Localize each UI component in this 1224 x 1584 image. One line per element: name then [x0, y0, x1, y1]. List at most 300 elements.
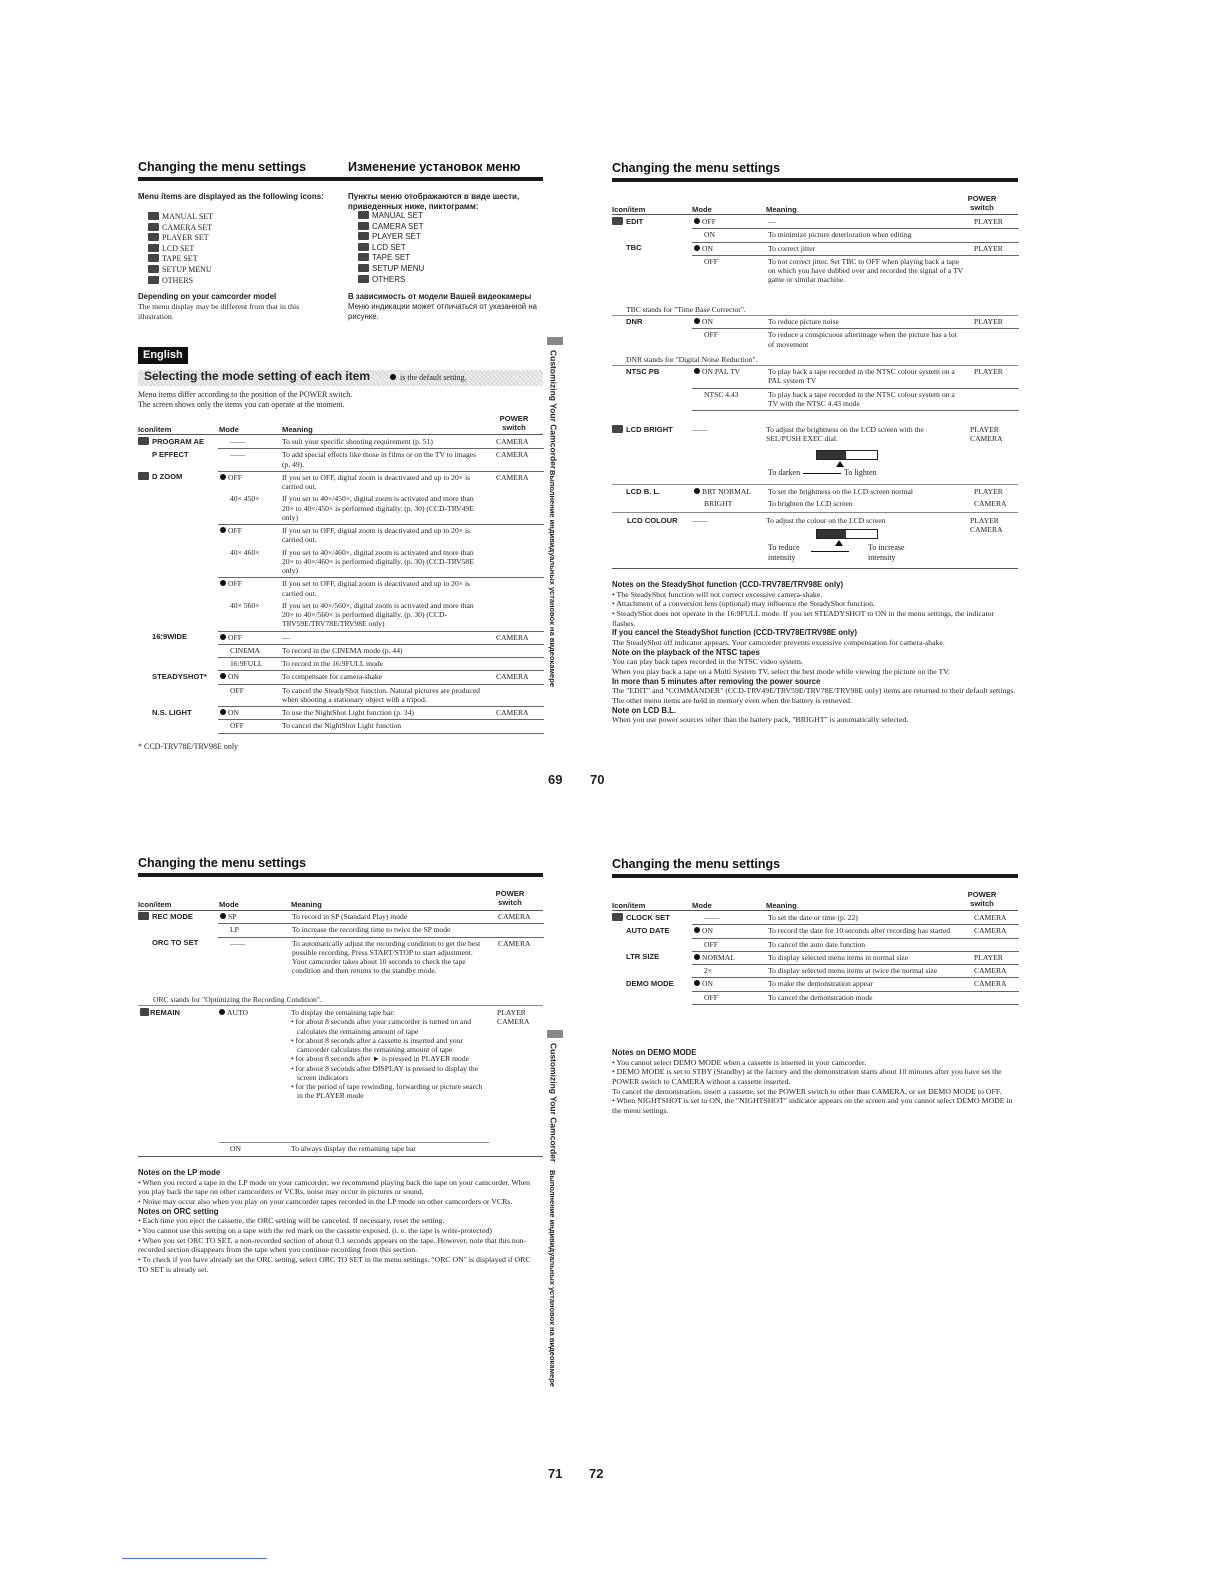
meaning-cell: To cancel the NightShot Light function [280, 720, 488, 733]
p71-remain-on-meaning: To always display the remaining tape bar [291, 1144, 416, 1153]
default-dot-icon [694, 218, 700, 224]
note-heading: Note on the playback of the NTSC tapes [612, 647, 760, 657]
p71-remain-on-mode: ON [230, 1144, 241, 1153]
table-row [610, 938, 1019, 951]
icon-list-label: CAMERA SET [372, 221, 424, 231]
item-cell [136, 547, 218, 578]
mode-cell [692, 229, 766, 242]
meaning-cell: To make the demonstration appear [766, 978, 966, 991]
icon-list-item [148, 254, 328, 265]
icon-list-label: TAPE SET [372, 253, 411, 263]
icon-list-label: PLAYER SET [372, 232, 421, 242]
table-row [136, 493, 544, 524]
mode-cell [692, 255, 766, 286]
lcd-bright-gauge [816, 450, 878, 463]
table-row [610, 366, 1019, 388]
menu-category-icon [148, 244, 159, 252]
p69-icon-list-ru [358, 211, 538, 285]
lcd-colour-right-2: intensity [868, 552, 896, 562]
meaning-cell: To display selected menu items at twice the normal size [766, 965, 966, 978]
remain-power-2: CAMERA [497, 1017, 530, 1027]
default-dot-icon [220, 709, 226, 715]
p71-remain-item [140, 1008, 180, 1017]
note-text: The other menu items are held in memory even when the battery is removed. [612, 695, 852, 705]
remain-lead: To display the remaining tape bar: [291, 1008, 395, 1017]
mode-cell [692, 978, 766, 991]
note-text: When you play back a tape on a Multi System TV, select the best mode while viewing the picture on the TV. [612, 666, 950, 676]
table-row [136, 720, 544, 733]
p71-table [136, 911, 544, 978]
lcd-bright-right: To lighten [844, 468, 877, 477]
note-text: • When you set ORC TO SET, a non-recorded section of about 0.1 seconds appears on the tape. However, note that this non-recorded section disappears from the tape when you continue recording from this section. [138, 1235, 527, 1255]
meaning-cell: To record the date for 10 seconds after recording has started [766, 925, 966, 938]
p70-lcd-bright-meaning: To adjust the brightness on the LCD screen with the SEL/PUSH EXEC dial. [766, 425, 924, 444]
item-cell [610, 486, 692, 498]
mode-cell [218, 449, 280, 472]
item-label: STEADYSHOT* [152, 671, 207, 681]
p72-col-power-2: switch [970, 899, 994, 909]
p69-col-mode: Mode [219, 425, 239, 434]
icon-list-label: LCD SET [372, 242, 406, 252]
lcd-colour-left-1: To reduce [768, 543, 800, 552]
table-row [610, 978, 1019, 991]
power-cell: PLAYER [974, 487, 1003, 496]
meaning-cell: To set the brightness on the LCD screen normal [768, 487, 913, 496]
default-dot-icon [694, 318, 700, 324]
table-row [610, 255, 1019, 286]
table-row [610, 242, 1019, 255]
p70-col-icon: Icon/item [612, 205, 646, 214]
power-cell [966, 255, 1019, 286]
page-number-71: 71 [548, 1466, 563, 1481]
power-cell: CAMERA [488, 436, 544, 449]
mode-label: BRIGHT [704, 499, 733, 509]
item-label: N.S. LIGHT [152, 707, 192, 717]
mode-cell [218, 684, 280, 707]
table-row [610, 991, 1019, 1004]
note-heading: Notes on ORC setting [138, 1206, 219, 1216]
item-cell [610, 965, 692, 978]
power-cell [488, 658, 544, 671]
p69-vertical-en: Customizing Your Camcorder [548, 350, 559, 470]
item-cell [610, 229, 692, 242]
mode-cell [218, 937, 290, 978]
mode-label: ON [228, 672, 239, 682]
remain-bullet: • for about 8 seconds after your camcorder is turned on and calculates the remaining amount of tape [291, 1017, 471, 1036]
default-dot-icon [220, 634, 226, 640]
menu-category-icon [138, 912, 149, 920]
lcd-colour-right-1: To increase [868, 543, 905, 552]
p71-notes [138, 1168, 540, 1275]
power-cell: PLAYER [966, 242, 1019, 255]
meaning-cell: To reduce picture noise [766, 316, 966, 329]
icon-list-item [148, 244, 328, 255]
p71-rule-b [138, 1005, 543, 1006]
power-cell: PLAYER [966, 216, 1019, 229]
item-cell [610, 329, 692, 351]
power-cell [966, 388, 1019, 411]
p69-col-meaning: Meaning [282, 425, 313, 434]
mode-cell [692, 498, 766, 510]
table-row [610, 498, 1019, 510]
default-dot-icon [694, 927, 700, 933]
table-row [136, 449, 544, 472]
meaning-cell: To use the NightShot Light function (p. 34) [280, 707, 488, 720]
table-row [610, 925, 1019, 938]
meaning-cell: If you set to 40×/560×, digital zoom is activated and more than 20× to 40×/560× is performed digitally. (p. 30) (CCD-TRV59E/TRV78E/TRV98E only) [280, 600, 488, 631]
mode-label: CINEMA [230, 645, 260, 655]
mode-cell [218, 600, 280, 631]
item-label: AUTO DATE [626, 925, 670, 935]
power-cell [488, 720, 544, 733]
power-cell: CAMERA [490, 911, 544, 924]
icon-list-item [358, 222, 538, 233]
lcd-bright-gauge-fill [817, 451, 846, 459]
mode-label: OFF [228, 472, 242, 482]
item-cell [610, 498, 692, 510]
p69-section-title: Selecting the mode setting of each item [144, 369, 371, 383]
table-row [136, 707, 544, 720]
note-text: You can play back tapes recorded in the NTSC video system. [612, 657, 803, 667]
icon-list-label: MANUAL SET [162, 212, 214, 221]
menu-category-icon [358, 232, 369, 240]
menu-category-icon [358, 211, 369, 219]
power-cell [490, 924, 544, 937]
note-text: • The SteadyShot function will not correct excessive camera-shake. [612, 589, 823, 599]
mode-label: OFF [228, 579, 242, 589]
default-note-text: is the default setting. [400, 373, 467, 382]
item-cell [136, 671, 218, 684]
note-text: • When you record a tape in the LP mode on your camcorder, we recommend playing back the tape on your camcorder. When you play back the tape on other camcorders or VCRs, noise may occur in pictures or sound. [138, 1177, 530, 1197]
meaning-cell: If you set to 40×/450×, digital zoom is activated and more than 20× to 40×/450× is performed digitally. (p. 30) (CCD-TRV49E only) [280, 493, 488, 524]
item-label: LCD B. L. [626, 487, 661, 496]
item-label: 16:9WIDE [152, 632, 188, 641]
remain-mode-auto: AUTO [227, 1008, 248, 1017]
menu-category-icon [148, 265, 159, 273]
power-cell: CAMERA [488, 449, 544, 472]
mode-cell [692, 242, 766, 255]
p69-title-bar [138, 177, 543, 181]
p70-lcd-bright-power-2: CAMERA [970, 434, 1003, 444]
icon-list-label: TAPE SET [162, 254, 198, 264]
power-cell: PLAYER [966, 316, 1019, 329]
item-cell [136, 436, 218, 449]
meaning-cell: To compensate for camera-shake [280, 671, 488, 684]
p69-tab-marker [547, 337, 563, 345]
p71-remain-power [497, 1008, 530, 1027]
p71-col-power [490, 889, 530, 908]
table-row [136, 600, 544, 631]
item-label: EDIT [626, 217, 644, 226]
table-row [610, 388, 1019, 411]
table-row [136, 924, 544, 937]
p70-tbc-note: TBC stands for "Time Base Corrector". [626, 305, 746, 314]
default-dot-icon [694, 488, 700, 494]
p72-header-rule [612, 910, 1018, 911]
p69-vertical-ru: Выполнение индивидуальных установок на видеокамере [548, 470, 558, 687]
table-row [610, 316, 1019, 329]
menu-category-icon [612, 217, 623, 225]
mode-label: —— [704, 913, 720, 922]
mode-label: ON [702, 979, 713, 989]
mode-cell [692, 965, 766, 978]
mode-label: —— [230, 450, 246, 460]
mode-cell [692, 329, 766, 351]
power-cell: CAMERA [496, 472, 529, 482]
p69-depend-en: The menu display may be different from that in this illustration. [138, 302, 300, 321]
power-cell [488, 578, 544, 600]
power-cell [488, 493, 544, 524]
p69-title-ru: Изменение установок меню [348, 160, 521, 174]
meaning-cell: To set the date or time (p. 22) [766, 912, 966, 925]
table-row [136, 644, 544, 657]
p70-lcd-bright-power-1: PLAYER [970, 425, 999, 434]
power-cell: PLAYER [966, 366, 1019, 388]
default-dot-icon [220, 913, 226, 919]
note-text: • You cannot select DEMO MODE when a cassette is inserted in your camcorder. [612, 1057, 867, 1067]
p69-icon-list-en [148, 212, 328, 286]
p71-vertical-en: Customizing Your Camcorder [548, 1043, 559, 1163]
meaning-cell: — [280, 631, 488, 644]
mode-cell [692, 912, 766, 925]
default-dot-icon [220, 580, 226, 586]
mode-label: OFF [704, 992, 718, 1002]
p70-lcd-bright-power [970, 425, 1003, 444]
default-dot-icon [220, 474, 226, 480]
mode-label: ON [702, 243, 713, 253]
table-row [136, 471, 544, 493]
item-cell [136, 937, 218, 978]
p71-col-power-1: POWER [495, 889, 525, 898]
default-dot-icon [694, 980, 700, 986]
item-cell [610, 216, 692, 229]
p71-remain-mode [219, 1008, 248, 1017]
mode-cell [218, 911, 290, 924]
note-heading: If you cancel the SteadyShot function (CCD-TRV78E/TRV98E only) [612, 628, 857, 638]
mode-label: OFF [228, 526, 242, 535]
remain-bullets [291, 1017, 486, 1100]
default-dot-icon [220, 527, 226, 533]
mode-label: OFF [230, 721, 244, 731]
p69-depend-ru: Меню индикации может отличаться от указанной на рисунке. [348, 302, 537, 321]
p71-col-icon: Icon/item [138, 900, 172, 909]
p70-lcd-colour-item: LCD COLOUR [627, 516, 678, 525]
meaning-cell: To increase the recording time to twice the SP mode [290, 924, 490, 937]
p70-table-c [610, 366, 1019, 411]
meaning-cell: To record in SP (Standard Play) mode [290, 911, 490, 924]
lcd-colour-gauge [816, 529, 878, 542]
lcd-colour-marker-icon [835, 540, 843, 546]
table-row [610, 965, 1019, 978]
lcd-bright-scale [768, 468, 877, 478]
lcd-colour-right [868, 543, 905, 563]
menu-category-icon [148, 233, 159, 241]
item-label: LTR SIZE [626, 952, 660, 962]
p71-col-meaning: Meaning [291, 900, 322, 909]
p70-rule-e [612, 512, 1018, 513]
p69-header-rule [138, 434, 543, 435]
mode-cell [218, 525, 280, 547]
icon-list-item [148, 265, 328, 276]
meaning-cell: If you set to OFF, digital zoom is deactivated and up to 20× is carried out. [282, 526, 471, 545]
mode-cell [692, 925, 766, 938]
p69-depend-en-heading: Depending on your camcorder model [138, 292, 277, 301]
item-label: DNR [626, 317, 643, 326]
item-cell [610, 242, 692, 255]
mode-cell [218, 671, 280, 684]
menu-category-icon [612, 913, 623, 921]
p69-desc [138, 390, 538, 410]
remain-bullet: • for about 8 seconds after DISPLAY is pressed to display the screen indicators [291, 1063, 479, 1082]
p70-col-power-2: switch [970, 203, 994, 213]
p71-remain-meaning [291, 1008, 486, 1101]
item-cell [136, 644, 218, 657]
double-arrow-icon [803, 473, 841, 474]
page-number-69: 69 [548, 772, 563, 787]
power-cell [488, 644, 544, 657]
icon-list-item [358, 211, 538, 222]
table-row [610, 486, 1019, 498]
mode-label: 2× [704, 966, 713, 975]
icon-list-label: MANUAL SET [372, 211, 423, 220]
p71-rule-c [219, 1142, 489, 1143]
icon-list-item [148, 233, 328, 244]
mode-cell [218, 547, 280, 578]
meaning-cell: If you set to 40×/460×, digital zoom is activated and more than 20× to 40×/460× is performed digitally. (p. 30) (CCD-TRV58E only) [280, 547, 488, 578]
meaning-cell: To reduce a conspicuous afterimage when the picture has a lot of movement [768, 330, 957, 349]
menu-category-icon [358, 222, 369, 230]
page-number-70: 70 [590, 772, 605, 787]
item-cell [610, 925, 692, 938]
item-cell [136, 707, 218, 720]
item-cell [136, 600, 218, 631]
meaning-cell: If you set to OFF, digital zoom is deactivated and up to 20× is carried out. [282, 579, 471, 598]
item-label: PROGRAM AE [152, 437, 205, 446]
item-cell [136, 911, 218, 924]
mode-label: 40× 450× [230, 494, 260, 504]
mode-label: ON [228, 708, 239, 717]
note-text: • You cannot use this setting on a tape with the red mark on the cassette exposed. (i. e. the tape is write-protected) [138, 1225, 492, 1235]
mode-label: LP [230, 925, 239, 935]
lcd-bright-left: To darken [768, 468, 801, 477]
note-heading: Notes on the LP mode [138, 1168, 221, 1177]
item-label: DEMO MODE [626, 978, 674, 988]
mode-label: OFF [704, 256, 718, 266]
note-text: The "EDIT" and "COMMANDER" (CCD-TRV49E/TRV59E/TRV78E/TRV98E only) items are returned to their default settings. [612, 686, 1016, 696]
note-text: • Attachment of a conversion lens (optional) may influence the SteadyShot function. [612, 599, 875, 609]
default-dot-icon [219, 1009, 225, 1015]
item-label: NTSC PB [626, 367, 660, 376]
meaning-cell: If you set to OFF, digital zoom is deactivated and up to 20× is carried out. [282, 472, 471, 491]
meaning-cell: To correct jitter [766, 242, 966, 255]
meaning-cell: To play back a tape recorded in the NTSC colour system on a PAL system TV [766, 366, 966, 388]
table-row [136, 436, 544, 449]
p70-title-bar [612, 178, 1018, 182]
icon-list-item [148, 212, 328, 223]
note-text: • SteadyShot does not operate in the 16:9FULL mode. If you set STEADYSHOT to ON in the menu settings, the indicator flashes. [612, 608, 995, 628]
item-cell [610, 912, 692, 925]
p71-col-mode: Mode [219, 900, 239, 909]
mode-label: —— [230, 437, 246, 446]
p70-dnr-note: DNR stands for "Digital Noise Reduction". [626, 355, 758, 364]
default-dot-icon [694, 368, 700, 374]
item-cell [136, 578, 218, 600]
p69-col-power-1: POWER [499, 414, 529, 423]
p69-desc-1: Menu items differ according to the position of the POWER switch. [138, 390, 353, 399]
lcd-colour-left-2: intensity [768, 552, 796, 562]
power-cell: CAMERA [966, 965, 1019, 978]
menu-category-icon [138, 437, 149, 445]
note-text: • Each time you eject the cassette, the ORC setting will be canceled. If necessary, reset the setting. [138, 1216, 445, 1226]
p70-col-meaning: Meaning [766, 205, 797, 214]
p70-header-rule [612, 214, 1018, 215]
p70-col-power [962, 194, 1002, 213]
table-row [136, 937, 544, 978]
item-cell [136, 471, 218, 493]
power-cell: CAMERA [966, 912, 1019, 925]
default-dot-icon [390, 374, 396, 380]
mode-cell [692, 216, 766, 229]
table-row [136, 547, 544, 578]
mode-cell [692, 938, 766, 951]
mode-cell [218, 493, 280, 524]
item-cell [610, 938, 692, 951]
p72-col-power [962, 890, 1002, 909]
meaning-cell: To not correct jitter. Set TBC to OFF when playing back a tape on which you have dubbed over and recorded the signal of a TV game or similar machine. [768, 256, 963, 285]
p72-col-mode: Mode [692, 901, 712, 910]
p72-notes [612, 1048, 1018, 1116]
p69-default-note [390, 373, 467, 383]
lcd-bright-label: LCD BRIGHT [626, 425, 673, 434]
power-cell [966, 991, 1019, 1004]
mode-label: SP [228, 912, 237, 921]
icon-list-label: SETUP MENU [162, 264, 212, 274]
item-cell [136, 525, 218, 547]
p72-col-meaning: Meaning [766, 901, 797, 910]
item-cell [610, 951, 692, 964]
meaning-cell: To play back a tape recorded in the NTSC colour system on a TV with the NTSC 4.43 mode [766, 388, 966, 411]
mode-label: ON [702, 926, 713, 936]
note-text: • To check if you have already set the ORC setting, select ORC TO SET in the menu settings. "ORC ON" is displayed if ORC TO SET is already set. [138, 1255, 531, 1274]
p69-desc-2: The screen shows only the items you can operate at the moment. [138, 399, 345, 409]
mode-cell [218, 436, 280, 449]
item-cell [136, 449, 218, 472]
menu-category-icon [148, 254, 159, 262]
note-text: • When NIGHTSHOT is set to ON, the "NIGHTSHOT" indicator appears on the screen and you cannot select DEMO MODE in the menu settings. [612, 1096, 1013, 1116]
note-heading: Note on LCD B.L. [612, 705, 677, 715]
mode-label: OFF [702, 217, 716, 226]
icon-list-label: OTHERS [162, 275, 194, 285]
p72-col-icon: Icon/item [612, 901, 646, 910]
p71-table-end [138, 1156, 543, 1157]
p69-intro-en: Menu items are displayed as the following icons: [138, 192, 324, 201]
table-row [136, 671, 544, 684]
menu-category-icon [358, 264, 369, 272]
p72-col-power-1: POWER [967, 890, 997, 899]
mode-cell [218, 644, 280, 657]
item-cell [610, 978, 692, 991]
mode-cell [692, 316, 766, 329]
menu-category-icon [358, 243, 369, 251]
remain-power-1: PLAYER [497, 1008, 526, 1017]
note-heading: In more than 5 minutes after removing the power source [612, 676, 821, 686]
mode-label: ON PAL TV [702, 367, 741, 376]
p71-title-bar [138, 873, 543, 877]
meaning-cell: To brighten the LCD screen [768, 499, 853, 509]
mode-cell [218, 720, 280, 733]
p69-title: Changing the menu settings [138, 160, 307, 174]
p70-lcd-colour-power-2: CAMERA [970, 525, 1003, 535]
